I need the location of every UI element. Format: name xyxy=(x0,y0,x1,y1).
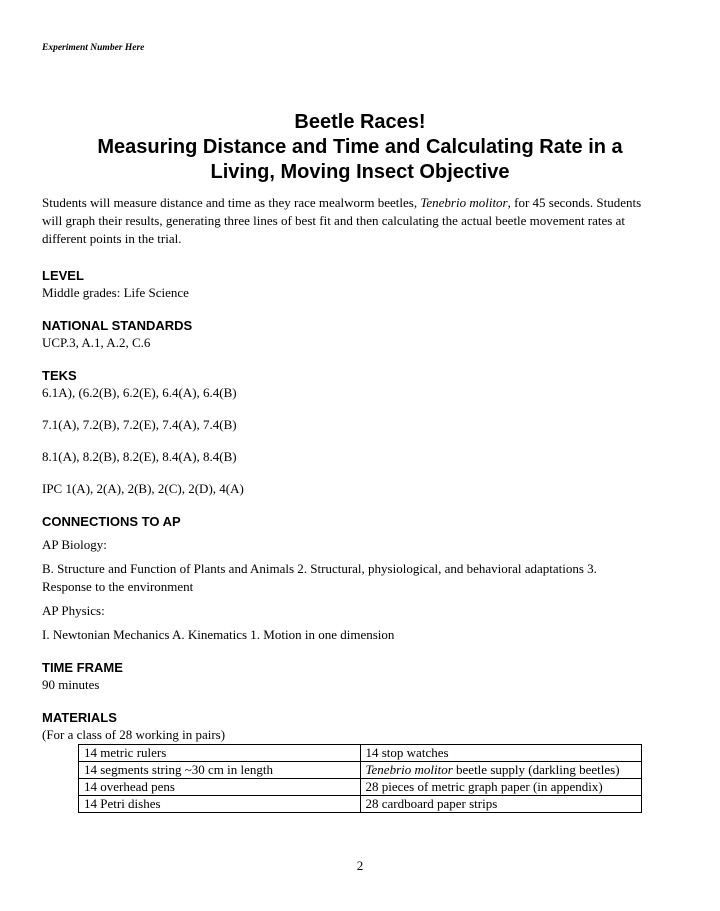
teks-section xyxy=(42,368,642,498)
objective-text-after: , for 45 seconds. Students will graph their results, generating three lines of best fit and then calculating the actual beetle movement rates at different points in the trial. xyxy=(42,195,642,246)
table-row xyxy=(79,796,642,813)
experiment-number-label: Experiment Number Here xyxy=(42,43,145,53)
title-line-2: Measuring Distance and Time and Calculating Rate in a xyxy=(97,136,623,158)
document-body xyxy=(42,194,642,744)
title-line-3: Living, Moving Insect Objective xyxy=(210,161,510,183)
ap-biology-text: B. Structure and Function of Plants and Animals 2. Structural, physiological, and behavioral adaptations 3. Response to the environment xyxy=(42,561,597,594)
materials-species-rest: beetle supply (darkling beetles) xyxy=(452,762,620,777)
teks-line-6: 6.1A), (6.2(B), 6.2(E), 6.4(A), 6.4(B) xyxy=(42,385,237,400)
materials-heading: MATERIALS xyxy=(42,710,117,725)
table-cell: 28 cardboard paper strips xyxy=(360,796,642,813)
ap-physics-text: I. Newtonian Mechanics A. Kinematics 1. Motion in one dimension xyxy=(42,627,395,642)
objective-species: Tenebrio molitor xyxy=(420,195,508,210)
materials-table xyxy=(78,744,642,813)
national-standards-section xyxy=(42,318,642,352)
time-frame-heading: TIME FRAME xyxy=(42,660,123,675)
national-standards-text: UCP.3, A.1, A.2, C.6 xyxy=(42,335,151,350)
objective-text-before: Students will measure distance and time as they race mealworm beetles, xyxy=(42,195,421,210)
table-cell: 14 stop watches xyxy=(360,745,642,762)
teks-heading: TEKS xyxy=(42,368,77,383)
ap-biology-label: AP Biology: xyxy=(42,537,107,552)
materials-note: (For a class of 28 working in pairs) xyxy=(42,727,226,742)
document-title xyxy=(30,110,690,185)
table-cell: 14 Petri dishes xyxy=(79,796,361,813)
materials-section xyxy=(42,710,642,744)
teks-line-8: 8.1(A), 8.2(B), 8.2(E), 8.4(A), 8.4(B) xyxy=(42,449,237,464)
table-cell: 14 segments string ~30 cm in length xyxy=(79,762,361,779)
materials-species: Tenebrio molitor xyxy=(365,762,453,777)
national-standards-heading: NATIONAL STANDARDS xyxy=(42,318,193,333)
page-number: 2 xyxy=(356,858,364,873)
level-text: Middle grades: Life Science xyxy=(42,285,189,300)
table-row xyxy=(79,745,642,762)
objective-paragraph xyxy=(42,194,642,248)
table-row xyxy=(79,762,642,779)
table-cell: 14 metric rulers xyxy=(79,745,361,762)
level-heading: LEVEL xyxy=(42,268,84,283)
table-cell xyxy=(360,762,642,779)
teks-line-7: 7.1(A), 7.2(B), 7.2(E), 7.4(A), 7.4(B) xyxy=(42,417,237,432)
teks-line-ipc: IPC 1(A), 2(A), 2(B), 2(C), 2(D), 4(A) xyxy=(42,481,244,496)
level-section xyxy=(42,268,642,302)
connections-to-ap-section xyxy=(42,514,642,644)
time-frame-text: 90 minutes xyxy=(42,677,100,692)
ap-physics-label: AP Physics: xyxy=(42,603,105,618)
table-cell: 28 pieces of metric graph paper (in appendix) xyxy=(360,779,642,796)
time-frame-section xyxy=(42,660,642,694)
connections-to-ap-heading: CONNECTIONS TO AP xyxy=(42,514,181,529)
title-line-1: Beetle Races! xyxy=(294,111,426,133)
table-cell: 14 overhead pens xyxy=(79,779,361,796)
table-row xyxy=(79,779,642,796)
